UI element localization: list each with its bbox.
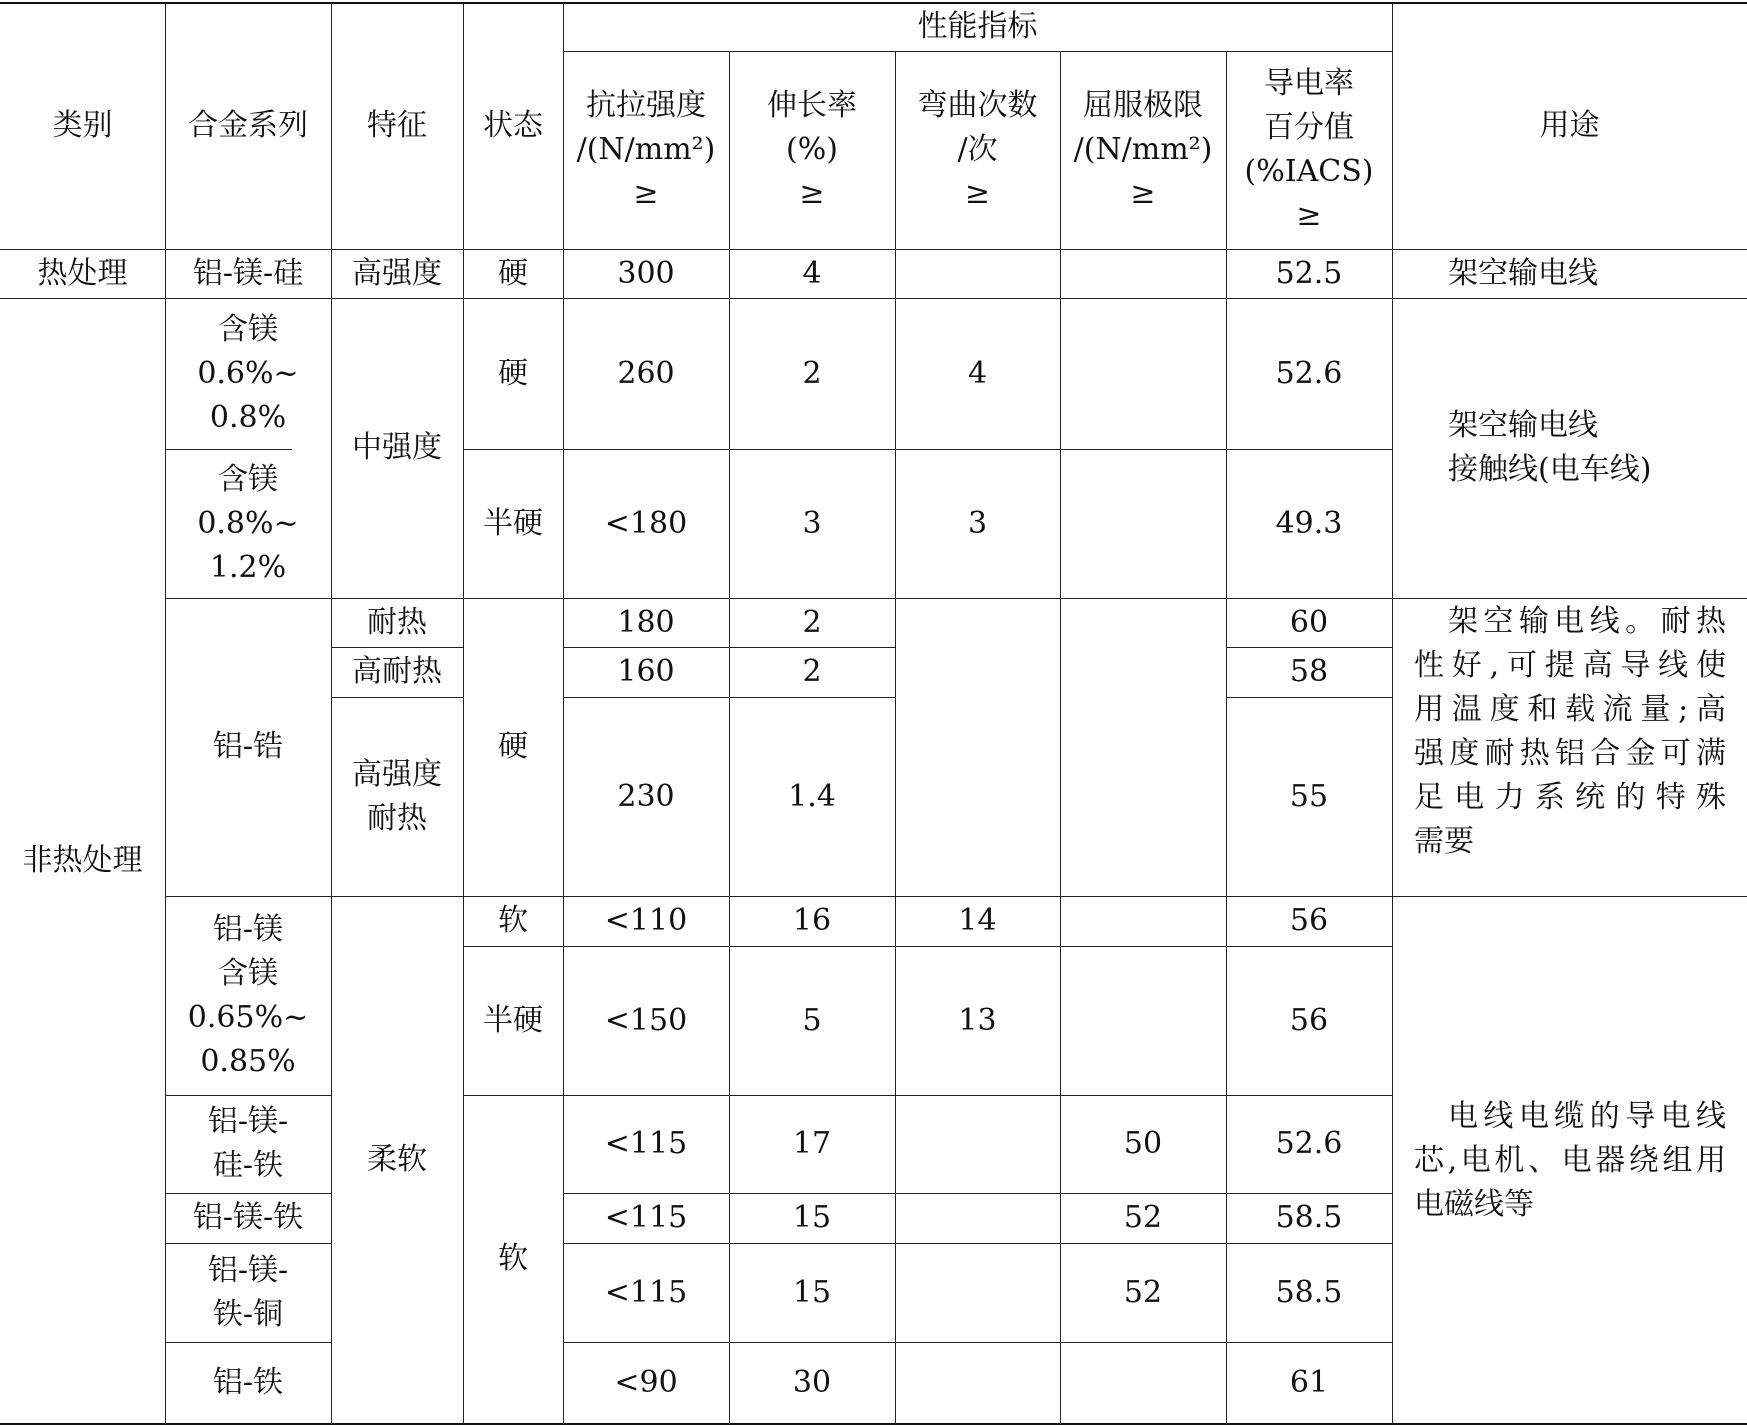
conductivity-cell: 56 <box>1289 1002 1329 1038</box>
feature-cell: 高强度 耐热 <box>352 756 442 836</box>
tensile-cell: 260 <box>617 355 675 391</box>
tensile-cell: <150 <box>604 1002 688 1038</box>
feature-cell: 高耐热 <box>352 654 442 689</box>
usage-cell: 架空输电线 <box>1448 255 1598 291</box>
state-cell: 硬 <box>498 255 528 291</box>
header-elongation: 伸长率 (%) ≥ <box>767 88 857 211</box>
state-cell: 软 <box>498 1241 528 1276</box>
header-category: 类别 <box>52 108 113 143</box>
conductivity-cell: 58 <box>1289 654 1329 689</box>
tensile-cell: <115 <box>604 1126 688 1161</box>
header-bending: 弯曲次数 /次 ≥ <box>917 88 1038 211</box>
tensile-cell: 300 <box>617 255 675 291</box>
series-cell: 铝-镁 含镁 0.65%~ 0.85% <box>187 911 309 1079</box>
elongation-cell: 15 <box>792 1200 832 1235</box>
elongation-cell: 15 <box>792 1274 832 1310</box>
tensile-cell: <110 <box>604 903 688 938</box>
yield-cell: 52 <box>1123 1274 1163 1310</box>
series-cell: 铝-镁-硅 <box>192 255 304 291</box>
elongation-cell: 2 <box>802 604 822 640</box>
elongation-cell: 4 <box>802 255 822 291</box>
series-cell: 铝-镁- 硅-铁 <box>207 1104 289 1183</box>
elongation-cell: 30 <box>792 1364 832 1400</box>
feature-cell: 柔软 <box>367 1141 427 1177</box>
col-divider <box>895 51 896 1424</box>
elongation-cell: 3 <box>802 505 822 541</box>
conductivity-cell: 52.6 <box>1275 1126 1343 1161</box>
series-cell: 铝-镁- 铁-铜 <box>207 1252 289 1332</box>
tensile-cell: <115 <box>604 1200 688 1235</box>
conductivity-cell: 52.5 <box>1275 255 1343 291</box>
table-bottom-border <box>0 1423 1747 1425</box>
tensile-cell: <180 <box>604 505 688 541</box>
header-usage: 用途 <box>1539 108 1600 143</box>
elongation-cell: 5 <box>802 1002 822 1038</box>
header-performance-group: 性能指标 <box>917 9 1038 44</box>
conductivity-cell: 49.3 <box>1275 505 1343 541</box>
conductivity-cell: 55 <box>1289 778 1329 814</box>
elongation-cell: 1.4 <box>788 778 836 814</box>
feature-cell: 中强度 <box>352 430 442 465</box>
series-cell: 含镁 0.6%~ 0.8% <box>197 311 299 435</box>
tensile-cell: <90 <box>614 1364 678 1400</box>
usage-cell: 架空输电线 接触线(电车线) <box>1448 408 1652 487</box>
conductivity-cell: 52.6 <box>1275 355 1343 391</box>
conductivity-cell: 61 <box>1289 1364 1329 1400</box>
usage-cell: 电线电缆的导电线 芯,电机、电器绕组用 电磁线等 <box>1414 1099 1726 1222</box>
group-non-heat-treated: 非热处理 <box>22 842 143 878</box>
series-cell: 铝-镁-铁 <box>192 1200 304 1235</box>
series-cell: 含镁 0.8%~ 1.2% <box>197 461 299 585</box>
tensile-cell: 180 <box>617 604 675 640</box>
state-cell: 软 <box>498 903 528 938</box>
conductivity-cell: 56 <box>1289 903 1329 938</box>
state-cell: 半硬 <box>483 1002 543 1038</box>
yield-cell: 52 <box>1123 1200 1163 1235</box>
tensile-cell: 160 <box>617 654 675 689</box>
state-cell: 硬 <box>498 729 528 764</box>
bending-cell: 13 <box>958 1002 997 1038</box>
elongation-cell: 2 <box>802 355 822 391</box>
group-heat-treated: 热处理 <box>37 255 128 291</box>
header-yield: 屈服极限 /(N/mm²) ≥ <box>1073 88 1213 211</box>
elongation-cell: 2 <box>802 654 822 689</box>
header-alloy-series: 合金系列 <box>188 108 308 143</box>
elongation-cell: 17 <box>792 1126 832 1161</box>
header-state: 状态 <box>483 108 543 143</box>
yield-cell: 50 <box>1123 1126 1163 1161</box>
header-tensile: 抗拉强度 /(N/mm²) ≥ <box>576 88 716 211</box>
feature-cell: 高强度 <box>352 255 442 291</box>
bending-cell: 14 <box>958 903 997 938</box>
tensile-cell: 230 <box>617 778 675 814</box>
bending-cell: 4 <box>967 355 988 391</box>
bending-cell: 3 <box>967 505 988 541</box>
usage-cell: 架空输电线。耐热 性好,可提高导线使 用温度和载流量;高 强度耐热铝合金可满 足电力系统的特殊 需要 <box>1414 604 1726 859</box>
feature-cell: 耐热 <box>367 604 427 640</box>
tensile-cell: <115 <box>604 1274 688 1310</box>
state-cell: 半硬 <box>483 505 543 541</box>
series-cell: 铝-锆 <box>212 729 284 764</box>
series-cell: 铝-铁 <box>212 1364 284 1400</box>
state-cell: 硬 <box>498 355 528 391</box>
conductivity-cell: 60 <box>1289 604 1329 640</box>
header-conductivity: 导电率 百分值 (%IACS) ≥ <box>1244 66 1374 233</box>
header-feature: 特征 <box>367 108 427 143</box>
conductivity-cell: 58.5 <box>1275 1274 1343 1310</box>
conductivity-cell: 58.5 <box>1275 1200 1343 1235</box>
elongation-cell: 16 <box>792 903 832 938</box>
